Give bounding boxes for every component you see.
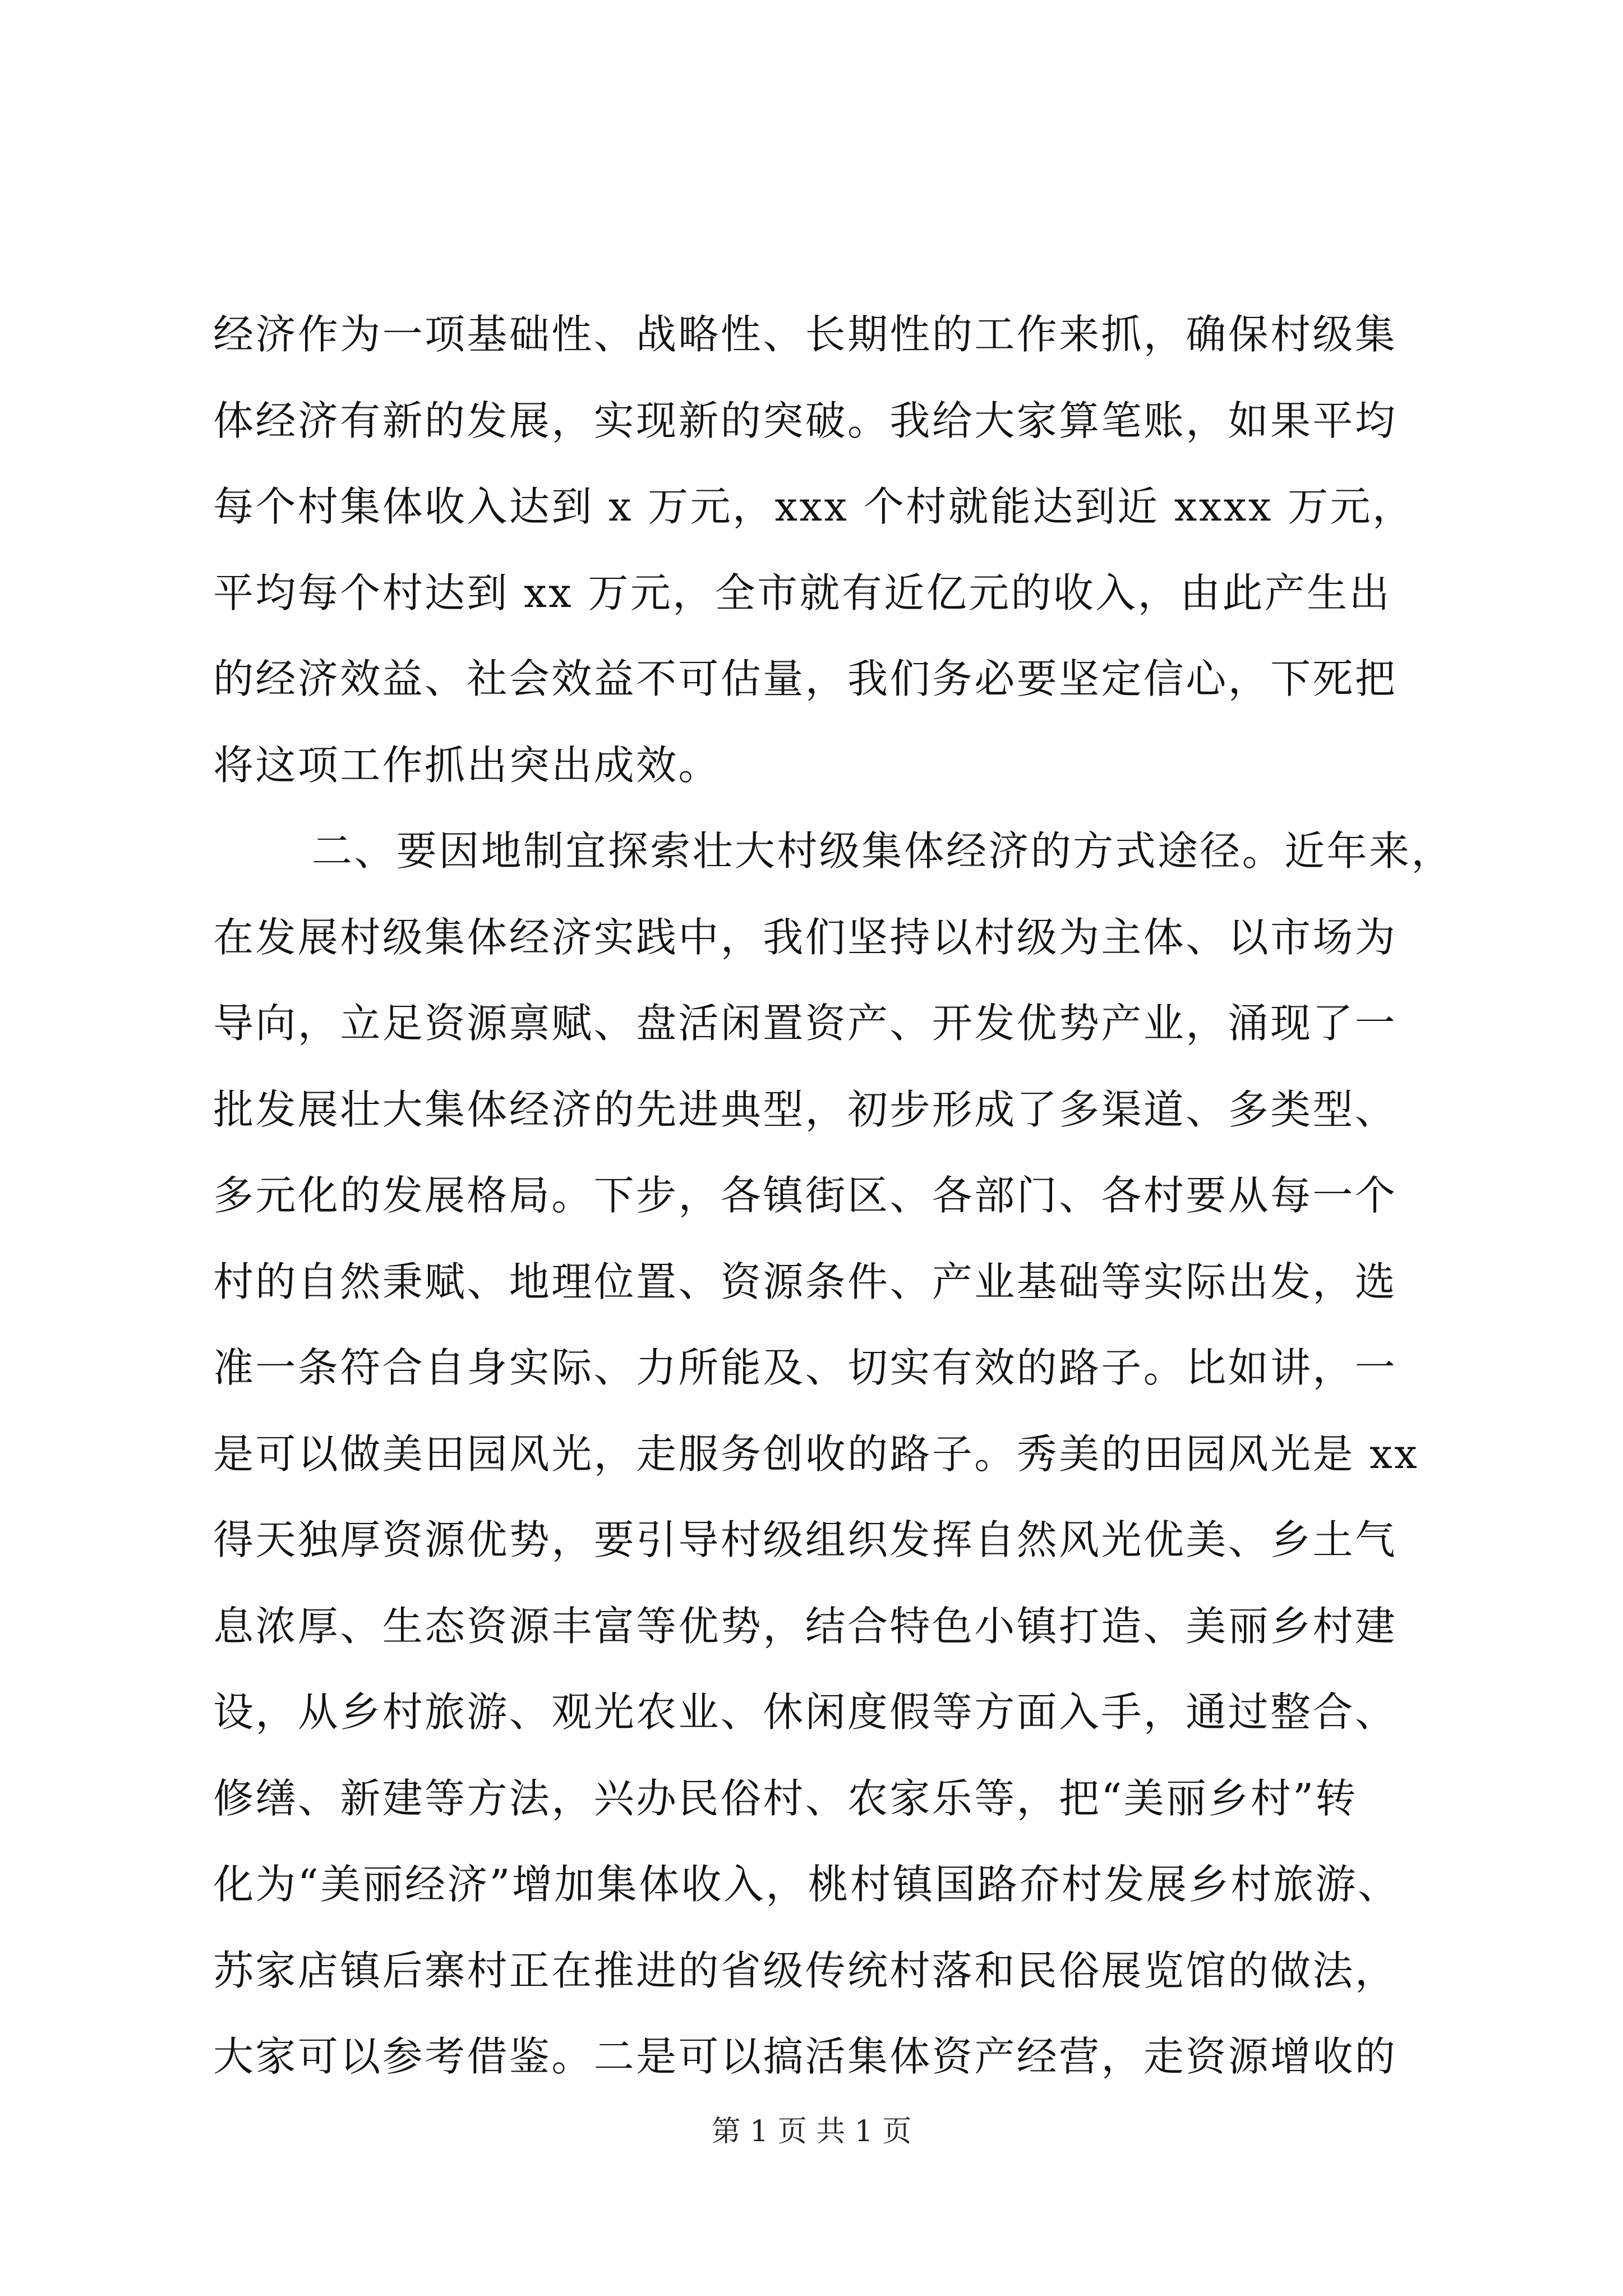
paragraph-start-line: 二、要因地制宜探索壮大村级集体经济的方式途径。近年来， [312, 827, 1454, 875]
text-line: 息浓厚、生态资源丰富等优势，结合特色小镇打造、美丽乡村建 [213, 1602, 1398, 1650]
text-line: 准一条符合自身实际、力所能及、切实有效的路子。比如讲，一 [213, 1344, 1398, 1391]
text-line: 经济作为一项基础性、战略性、长期性的工作来抓，确保村级集 [213, 311, 1398, 358]
text-line: 体经济有新的发展，实现新的突破。我给大家算笔账，如果平均 [213, 397, 1398, 444]
text-line: 的经济效益、社会效益不可估量，我们务必要坚定信心，下死把 [213, 655, 1398, 702]
text-line: 将这项工作抓出突出成效。 [213, 741, 721, 789]
text-line: 得天独厚资源优势，要引导村级组织发挥自然风光优美、乡土气 [213, 1516, 1398, 1563]
page-footer: 第 1 页 共 1 页 [711, 2115, 912, 2148]
text-line: 村的自然秉赋、地理位置、资源条件、产业基础等实际出发，选 [213, 1258, 1398, 1305]
text-line: 修缮、新建等方法，兴办民俗村、农家乐等，把“美丽乡村”转 [213, 1774, 1358, 1822]
text-line: 平均每个村达到 xx 万元，全市就有近亿元的收入，由此产生出 [213, 569, 1391, 616]
text-line: 是可以做美田园风光，走服务创收的路子。秀美的田园风光是 xx [213, 1430, 1419, 1478]
text-line: 多元化的发展格局。下步，各镇街区、各部门、各村要从每一个 [213, 1172, 1398, 1219]
text-line: 导向，立足资源禀赋、盘活闲置资产、开发优势产业，涌现了一 [213, 1000, 1398, 1047]
text-line: 批发展壮大集体经济的先进典型，初步形成了多渠道、多类型、 [213, 1085, 1398, 1133]
document-body [213, 292, 1454, 2100]
text-line: 大家可以参考借鉴。二是可以搞活集体资产经营，走资源增收的 [213, 2033, 1398, 2080]
text-line: 设，从乡村旅游、观光农业、休闲度假等方面入手，通过整合、 [213, 1688, 1398, 1736]
text-line: 苏家店镇后寨村正在推进的省级传统村落和民俗展览馆的做法， [213, 1947, 1398, 1994]
text-line: 每个村集体收入达到 x 万元，xxx 个村就能达到近 xxxx 万元， [213, 483, 1415, 530]
text-line: 在发展村级集体经济实践中，我们坚持以村级为主体、以市场为 [213, 913, 1398, 961]
text-line: 化为“美丽经济”增加集体收入，桃村镇国路夼村发展乡村旅游、 [213, 1861, 1400, 1908]
